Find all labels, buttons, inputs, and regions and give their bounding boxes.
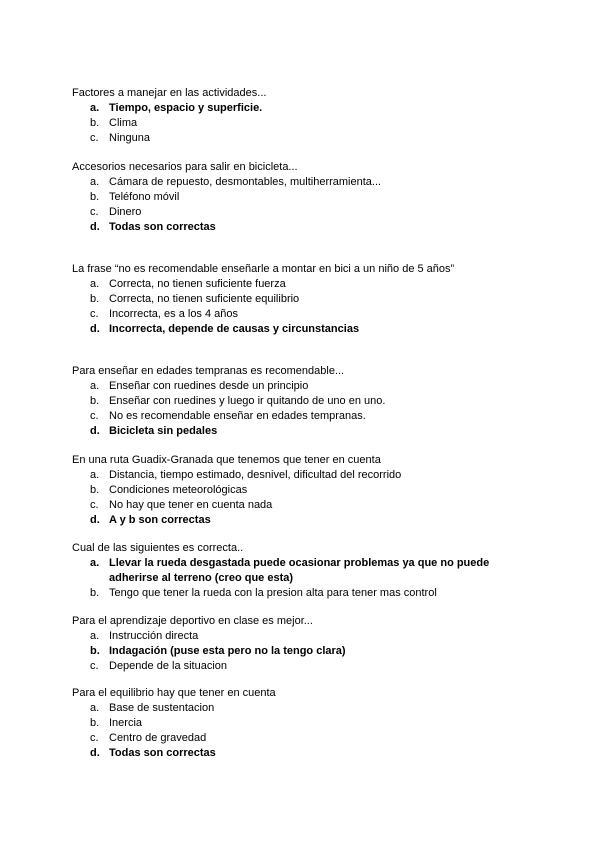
answer-option xyxy=(72,409,532,424)
question-text: Accesorios necesarios para salir en bicicleta... xyxy=(72,161,298,173)
answer-option xyxy=(72,131,532,146)
option-letter: c. xyxy=(90,732,99,744)
option-text: Incorrecta, depende de causas y circunstancias xyxy=(109,323,360,335)
option-text: Bicicleta sin pedales xyxy=(109,425,218,437)
option-letter: c. xyxy=(90,660,99,672)
answer-option xyxy=(72,277,532,292)
question-text: Para enseñar en edades tempranas es recomendable... xyxy=(72,365,345,377)
option-letter: a. xyxy=(90,380,100,392)
option-letter: b. xyxy=(90,717,100,729)
option-letter: d. xyxy=(90,323,100,335)
option-text: Instrucción directa xyxy=(109,630,199,642)
answer-option xyxy=(72,220,532,235)
option-letter: a. xyxy=(90,102,100,114)
answer-option xyxy=(72,190,532,205)
answer-option xyxy=(72,644,532,659)
option-text: Dinero xyxy=(109,206,142,218)
answer-option xyxy=(72,292,532,307)
option-letter: b. xyxy=(90,117,100,129)
option-text: Tiempo, espacio y superficie. xyxy=(109,102,263,114)
answer-option xyxy=(72,701,532,716)
option-text: Correcta, no tienen suficiente equilibrio xyxy=(109,293,300,305)
option-letter: c. xyxy=(90,132,99,144)
option-text: Enseñar con ruedines y luego ir quitando de uno en uno. xyxy=(109,395,386,407)
option-text: Condiciones meteorológicas xyxy=(109,484,248,496)
option-letter: c. xyxy=(90,410,99,422)
option-letter: a. xyxy=(90,469,100,481)
option-text: Cámara de repuesto, desmontables, multiherramienta... xyxy=(109,176,382,188)
option-text: Distancia, tiempo estimado, desnivel, dificultad del recorrido xyxy=(109,469,402,481)
answer-option xyxy=(72,394,532,409)
answer-option xyxy=(72,322,532,337)
answer-option xyxy=(72,116,532,131)
question-block xyxy=(72,86,532,146)
answer-option xyxy=(72,379,532,394)
option-text: Enseñar con ruedines desde un principio xyxy=(109,380,309,392)
option-letter: a. xyxy=(90,176,100,188)
question-block xyxy=(72,686,532,761)
question-text: Factores a manejar en las actividades... xyxy=(72,87,267,99)
question-text: Para el aprendizaje deportivo en clase es mejor... xyxy=(72,615,313,627)
question-block xyxy=(72,262,532,337)
option-letter: a. xyxy=(90,630,100,642)
option-letter: c. xyxy=(90,499,99,511)
option-letter: a. xyxy=(90,278,100,290)
answer-option xyxy=(72,205,532,220)
option-text: Inercia xyxy=(109,717,143,729)
answer-option xyxy=(72,556,532,586)
answer-option xyxy=(72,498,532,513)
option-letter: a. xyxy=(90,557,100,569)
option-letter: a. xyxy=(90,702,100,714)
question-block xyxy=(72,364,532,439)
question-text: En una ruta Guadix-Granada que tenemos que tener en cuenta xyxy=(72,454,381,466)
question-block xyxy=(72,453,532,528)
answer-option xyxy=(72,586,532,601)
option-text: Llevar la rueda desgastada puede ocasionar problemas ya que no puede adherirse al terreno (creo que esta) xyxy=(109,557,490,584)
option-text: Correcta, no tienen suficiente fuerza xyxy=(109,278,286,290)
option-text: Base de sustentacion xyxy=(109,702,215,714)
option-text: Incorrecta, es a los 4 años xyxy=(109,308,239,320)
option-letter: c. xyxy=(90,206,99,218)
answer-option xyxy=(72,731,532,746)
answer-option xyxy=(72,513,532,528)
answer-option xyxy=(72,659,532,674)
answer-option xyxy=(72,307,532,322)
option-letter: d. xyxy=(90,514,100,526)
option-letter: d. xyxy=(90,425,100,437)
question-block xyxy=(72,541,532,601)
option-text: Indagación (puse esta pero no la tengo clara) xyxy=(109,645,346,657)
answer-option xyxy=(72,716,532,731)
option-letter: d. xyxy=(90,747,100,759)
option-letter: c. xyxy=(90,308,99,320)
option-text: No hay que tener en cuenta nada xyxy=(109,499,273,511)
option-text: Todas son correctas xyxy=(109,221,216,233)
answer-option xyxy=(72,483,532,498)
answer-option xyxy=(72,175,532,190)
answer-option xyxy=(72,629,532,644)
option-text: No es recomendable enseñar en edades tempranas. xyxy=(109,410,366,422)
option-letter: d. xyxy=(90,221,100,233)
question-text: Para el equilibrio hay que tener en cuenta xyxy=(72,687,276,699)
option-text: Depende de la situacion xyxy=(109,660,228,672)
answer-option xyxy=(72,424,532,439)
option-text: A y b son correctas xyxy=(109,514,211,526)
question-block xyxy=(72,614,532,674)
answer-option xyxy=(72,468,532,483)
option-letter: b. xyxy=(90,645,100,657)
answer-option xyxy=(72,101,532,116)
option-letter: b. xyxy=(90,191,100,203)
option-letter: b. xyxy=(90,484,100,496)
option-letter: b. xyxy=(90,293,100,305)
option-letter: b. xyxy=(90,395,100,407)
option-text: Todas son correctas xyxy=(109,747,216,759)
option-text: Tengo que tener la rueda con la presion alta para tener mas control xyxy=(109,587,437,599)
question-text: Cual de las siguientes es correcta.. xyxy=(72,542,244,554)
option-text: Teléfono móvil xyxy=(109,191,180,203)
option-letter: b. xyxy=(90,587,100,599)
option-text: Clima xyxy=(109,117,138,129)
question-text: La frase “no es recomendable enseñarle a montar en bici a un niño de 5 años” xyxy=(72,263,455,275)
option-text: Centro de gravedad xyxy=(109,732,207,744)
answer-option xyxy=(72,746,532,761)
question-block xyxy=(72,160,532,235)
option-text: Ninguna xyxy=(109,132,150,144)
